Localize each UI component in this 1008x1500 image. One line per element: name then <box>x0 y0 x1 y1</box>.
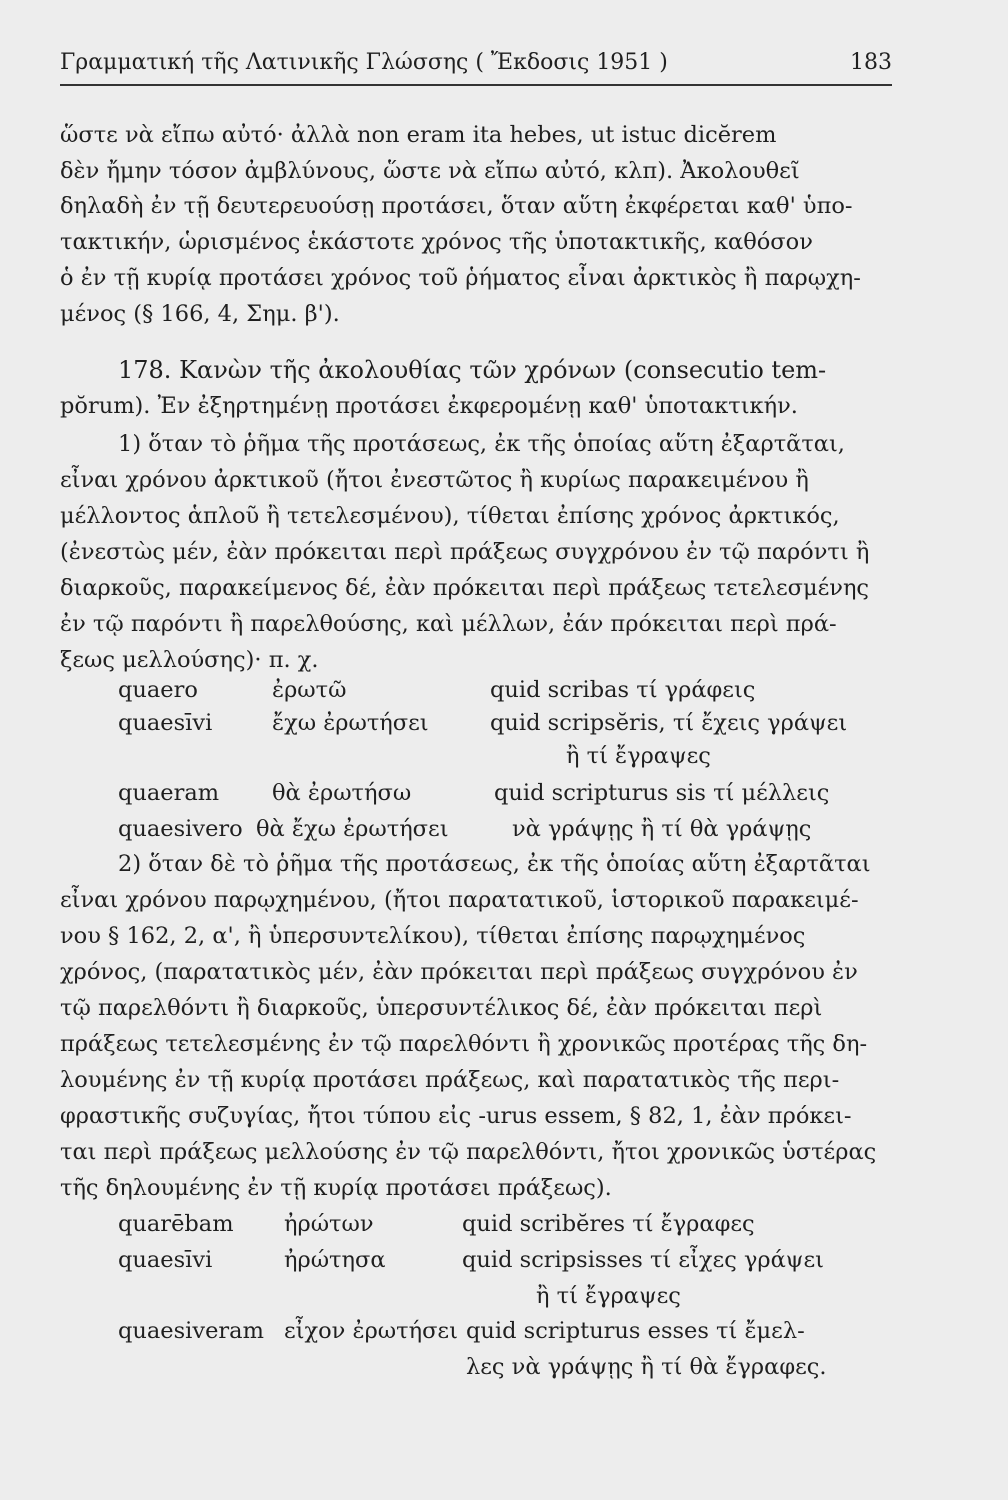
text-line: (ἐνεστὼς μέν, ἐὰν πρόκειται περὶ πράξεως συγχρόνου ἐν τῷ παρόντι ἢ <box>60 539 870 565</box>
text-line: δηλαδὴ ἐν τῇ δευτερευούσῃ προτάσει, ὅταν αὕτη ἐκφέρεται καθ' ὑπο- <box>60 193 853 219</box>
text-line: μένος (§ 166, 4, Σημ. β'). <box>60 301 340 327</box>
text-line: ὁ ἐν τῇ κυρίᾳ προτάσει χρόνος τοῦ ῥήματος εἶναι ἀρκτικὸς ἢ παρῳχη- <box>60 265 861 291</box>
text-line: ται περὶ πράξεως μελλούσης ἐν τῷ παρελθόντι, ἤτοι χρονικῶς ὑστέρας <box>60 1139 877 1165</box>
table-clause: νὰ γράψῃς ἢ τί θὰ γράψῃς <box>512 816 812 842</box>
table-greek: ἠρώτησα <box>284 1247 386 1273</box>
table-clause: quid scribas τί γράφεις <box>490 677 756 703</box>
table-clause: ἢ τί ἔγραψες <box>536 1283 681 1309</box>
text-line: ἐν τῷ παρόντι ἢ παρελθούσης, καὶ μέλλων, ἐάν πρόκειται περὶ πρά- <box>60 611 837 637</box>
page-number: 183 <box>850 50 892 75</box>
table-clause: quid scripturus sis τί μέλλεις <box>494 780 830 806</box>
table-greek: ἠρώτων <box>284 1211 374 1237</box>
text-line: λουμένης ἐν τῇ κυρίᾳ προτάσει πράξεως, καὶ παρατατικὸς τῆς περι- <box>60 1067 840 1093</box>
table-clause: quid scripsisses τί εἶχες γράψει <box>462 1247 824 1273</box>
text-line: πράξεως τετελεσμένης ἐν τῷ παρελθόντι ἢ χρονικῶς προτέρας τῆς δη- <box>60 1031 868 1057</box>
table-latin: quaesīvi <box>118 1247 213 1273</box>
table-clause: λες νὰ γράψῃς ἢ τί θὰ ἔγραφες. <box>466 1354 827 1380</box>
table-greek: θὰ ἔχω ἐρωτήσει <box>256 816 449 842</box>
running-header <box>60 50 892 86</box>
text-line: χρόνος, (παρατατικὸς μέν, ἐὰν πρόκειται περὶ πράξεως συγχρόνου ἐν <box>60 959 858 985</box>
text-line: 1) ὅταν τὸ ῥῆμα τῆς προτάσεως, ἐκ τῆς ὁποίας αὕτη ἐξαρτᾶται, <box>118 431 845 457</box>
table-greek: θὰ ἐρωτήσω <box>272 780 412 806</box>
text-line: εἶναι χρόνου ἀρκτικοῦ (ἤτοι ἐνεστῶτος ἢ κυρίως παρακειμένου ἢ <box>60 467 809 493</box>
table-clause: quid scripturus esses τί ἔμελ- <box>466 1318 805 1344</box>
table-latin: quaesīvi <box>118 710 213 736</box>
table-latin: quaero <box>118 677 198 703</box>
text-line: 2) ὅταν δὲ τὸ ῥῆμα τῆς προτάσεως, ἐκ τῆς ὁποίας αὕτη ἐξαρτᾶται <box>118 851 871 877</box>
table-latin: quaeram <box>118 780 220 806</box>
text-line: τακτικήν, ὡρισμένος ἑκάστοτε χρόνος τῆς ὑποτακτικῆς, καθόσον <box>60 229 813 255</box>
header-title: Γραμματική τῆς Λατινικῆς Γλώσσης ( Ἔκδοσις 1951 ) <box>60 50 668 75</box>
table-greek: ἐρωτῶ <box>272 677 347 703</box>
table-latin: quaesivero <box>118 816 243 842</box>
text-line: δὲν ἤμην τόσον ἀμβλύνους, ὥστε νὰ εἴπω αὐτό, κλπ). Ἀκολουθεῖ <box>60 158 800 184</box>
table-clause: ἢ τί ἔγραψες <box>566 743 711 769</box>
text-line: τῷ παρελθόντι ἢ διαρκοῦς, ὑπερσυντέλικος δέ, ἐὰν πρόκειται περὶ <box>60 995 823 1021</box>
header-rule <box>60 84 892 86</box>
text-line: νου § 162, 2, α', ἢ ὑπερσυντελίκου), τίθεται ἐπίσης παρῳχημένος <box>60 923 806 949</box>
text-line: διαρκοῦς, παρακείμενος δέ, ἐὰν πρόκειται περὶ πράξεως τετελεσμένης <box>60 575 870 601</box>
table-clause: quid scribĕres τί ἔγραφες <box>462 1211 755 1237</box>
table-greek: ἔχω ἐρωτήσει <box>272 710 429 736</box>
text-line: ξεως μελλούσης)· π. χ. <box>60 647 319 673</box>
table-greek: εἶχον ἐρωτήσει <box>284 1318 458 1344</box>
text-line: εἶναι χρόνου παρῳχημένου, (ἤτοι παρατατικοῦ, ἱστορικοῦ παρακειμέ- <box>60 887 859 913</box>
table-clause: quid scripsĕris, τί ἔχεις γράψει <box>490 710 848 736</box>
table-latin: quarēbam <box>118 1211 234 1237</box>
table-latin: quaesiveram <box>118 1318 264 1344</box>
text-line: pŏrum). Ἐν ἐξηρτημένῃ προτάσει ἐκφερομένῃ καθ' ὑποτακτικήν. <box>60 393 798 419</box>
section-heading: 178. Κανὼν τῆς ἀκολουθίας τῶν χρόνων (consecutio tem- <box>118 356 827 384</box>
text-line: ὥστε νὰ εἴπω αὐτό· ἀλλὰ non eram ita hebes, ut istuc dicĕrem <box>60 122 777 148</box>
text-line: μέλλοντος ἁπλοῦ ἢ τετελεσμένου), τίθεται ἐπίσης χρόνος ἀρκτικός, <box>60 503 840 529</box>
text-line: φραστικῆς συζυγίας, ἤτοι τύπου εἰς -urus essem, § 82, 1, ἐὰν πρόκει- <box>60 1103 852 1129</box>
text-line: τῆς δηλουμένης ἐν τῇ κυρίᾳ προτάσει πράξεως). <box>60 1175 612 1201</box>
